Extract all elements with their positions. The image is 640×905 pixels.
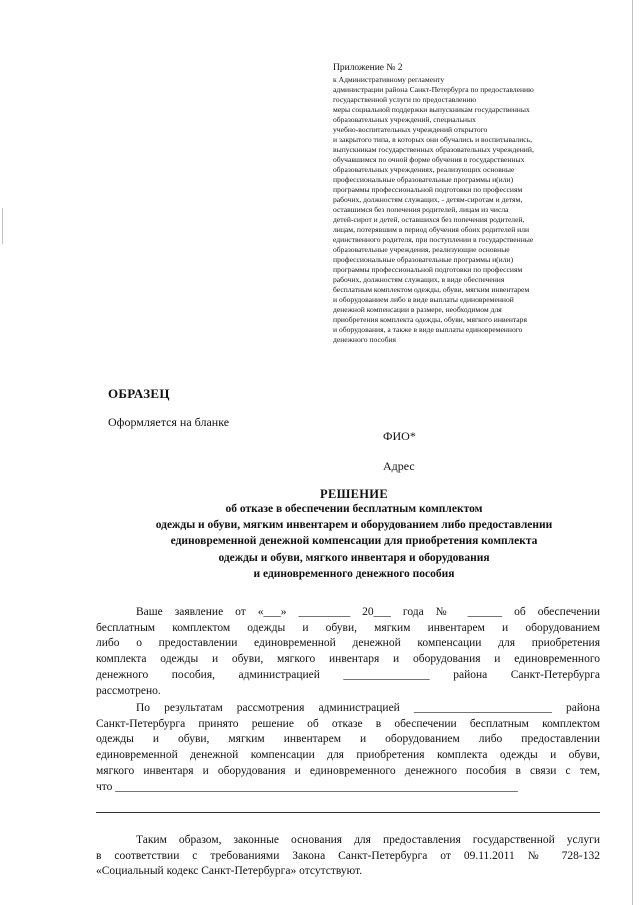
scan-edge-mark xyxy=(2,208,3,244)
paragraph-line: комплекта одежды и обуви, мягкого инвентаря и оборудования и единовременного xyxy=(96,653,600,666)
paragraph-line: «Социальный кодекс Санкт-Петербурга» отсутствуют. xyxy=(96,865,363,878)
paragraph-line: рассмотрено. xyxy=(96,684,161,697)
decision-subtitle-line: единовременной денежной компенсации для приобретения комплекта xyxy=(170,535,538,548)
annex-line: приобретения комплекта одежды, обуви, мягкого инвентаря xyxy=(333,315,527,324)
annex-line: детей-сирот и детей, оставшихся без попечения родителей, xyxy=(333,215,525,224)
decision-title: РЕШЕНИЕ xyxy=(320,487,388,501)
paragraph-line: что ______________________________________________________________________ xyxy=(96,780,518,793)
annex-title: Приложение № 2 xyxy=(333,63,403,73)
annex-line: учебно-воспитательных учреждений открытого xyxy=(333,125,488,134)
paragraph-line: Таким образом, законные основания для предоставления государственной услуги xyxy=(136,834,600,846)
decision-subtitle xyxy=(100,501,608,582)
annex-line: выпускникам государственных образовательных учреждений, xyxy=(333,145,534,154)
annex-line: лицам, потерявшим в период обучения обоих родителей или xyxy=(333,225,530,234)
decision-subtitle-line: и единовременного денежного пособия xyxy=(253,567,455,580)
annex-line: оставшимся без попечения родителей, лицам из числа xyxy=(333,205,509,214)
annex-line: денежного пособия xyxy=(333,335,397,344)
recipient-address: Адрес xyxy=(383,459,415,473)
annex-line: бесплатным комплектом одежды, обуви, мягким инвентарем xyxy=(333,285,530,294)
scan-edge-shadow xyxy=(632,0,633,905)
annex-line: рабочих, должностям служащих, в виде обеспечения xyxy=(333,275,505,284)
annex-line: и оборудованием либо в виде выплаты единовременной xyxy=(333,295,514,304)
annex-line: и закрытого типа, в которых они обучались и воспитывались, xyxy=(333,135,533,144)
annex-line: программы профессиональной подготовки по профессиям xyxy=(333,265,523,274)
decision-subtitle-line: одежды и обуви, мягким инвентарем и оборудованием либо предоставлении xyxy=(155,519,553,532)
blank-note: Оформляется на бланке xyxy=(108,415,230,429)
annex-line: образовательных учреждений, специальных xyxy=(333,115,476,124)
annex-line: администрации района Санкт-Петербурга по предоставлению xyxy=(333,85,534,94)
body-paragraph-conclusion xyxy=(96,833,600,880)
annex-line: образовательные учреждения, реализующие основные xyxy=(333,245,510,254)
annex-header xyxy=(333,62,595,345)
annex-line: профессиональные образовательные программы и(или) xyxy=(333,175,514,184)
paragraph-line: одежды и обуви, мягким инвентарем и оборудованием либо предоставлении xyxy=(96,733,600,746)
annex-line: государственной услуги по предоставлению xyxy=(333,95,477,104)
paragraph-line: бесплатным комплектом одежды и обуви, мягким инвентарем и оборудованием xyxy=(96,621,600,634)
decision-subtitle-line: об отказе в обеспечении бесплатным комплектом xyxy=(225,503,483,515)
paragraph-line: Ваше заявление от «___» _________ 20___ года № ______ об обеспечении xyxy=(136,606,600,618)
body-paragraph-decision xyxy=(96,701,600,795)
paragraph-line: в соответствии с требованиями Закона Санкт-Петербурга от 09.11.2011 № 728-132 xyxy=(96,849,600,862)
annex-line: и оборудования, а также в виде выплаты единовременного xyxy=(333,325,523,334)
body-paragraph-application xyxy=(96,605,600,699)
paragraph-line: единовременной денежной компенсации для приобретения комплекта одежды и обуви, xyxy=(96,749,600,762)
annex-line: рабочих, должностям служащих, - детям-сиротам и детям, xyxy=(333,195,523,204)
annex-line: единственного родителя, при поступлении в государственные xyxy=(333,235,534,244)
sample-mark: ОБРАЗЕЦ xyxy=(108,386,170,401)
annex-line: образовательных учреждениях, реализующих основные xyxy=(333,165,515,174)
annex-line: профессиональные образовательные программы и(или) xyxy=(333,255,514,264)
paragraph-line: денежного пособия, администрацией _______________ района Санкт-Петербурга xyxy=(96,668,600,681)
annex-line: к Административному регламенту xyxy=(333,75,445,84)
recipient-fio: ФИО* xyxy=(383,429,416,443)
paragraph-line: Санкт-Петербурга принято решение об отказе в обеспечении бесплатным комплектом xyxy=(96,717,600,730)
annex-line: программы профессиональной подготовки по профессиям xyxy=(333,185,523,194)
decision-subtitle-line: одежды и обуви, мягкого инвентаря и оборудования xyxy=(218,551,490,564)
reason-fill-line xyxy=(96,812,600,813)
annex-line: обучавшимся по очной форме обучения в государственных xyxy=(333,155,525,164)
annex-line: меры социальной поддержки выпускникам государственных xyxy=(333,105,530,114)
paragraph-line: либо о предоставлении единовременной денежной компенсации для приобретения xyxy=(96,637,600,650)
paragraph-line: мягкого инвентаря и оборудования и единовременного денежного пособия в связи с тем, xyxy=(96,764,600,777)
annex-line: денежной компенсации в размере, необходимом для xyxy=(333,305,502,314)
paragraph-line: По результатам рассмотрения администрацией ________________________ района xyxy=(136,702,600,714)
